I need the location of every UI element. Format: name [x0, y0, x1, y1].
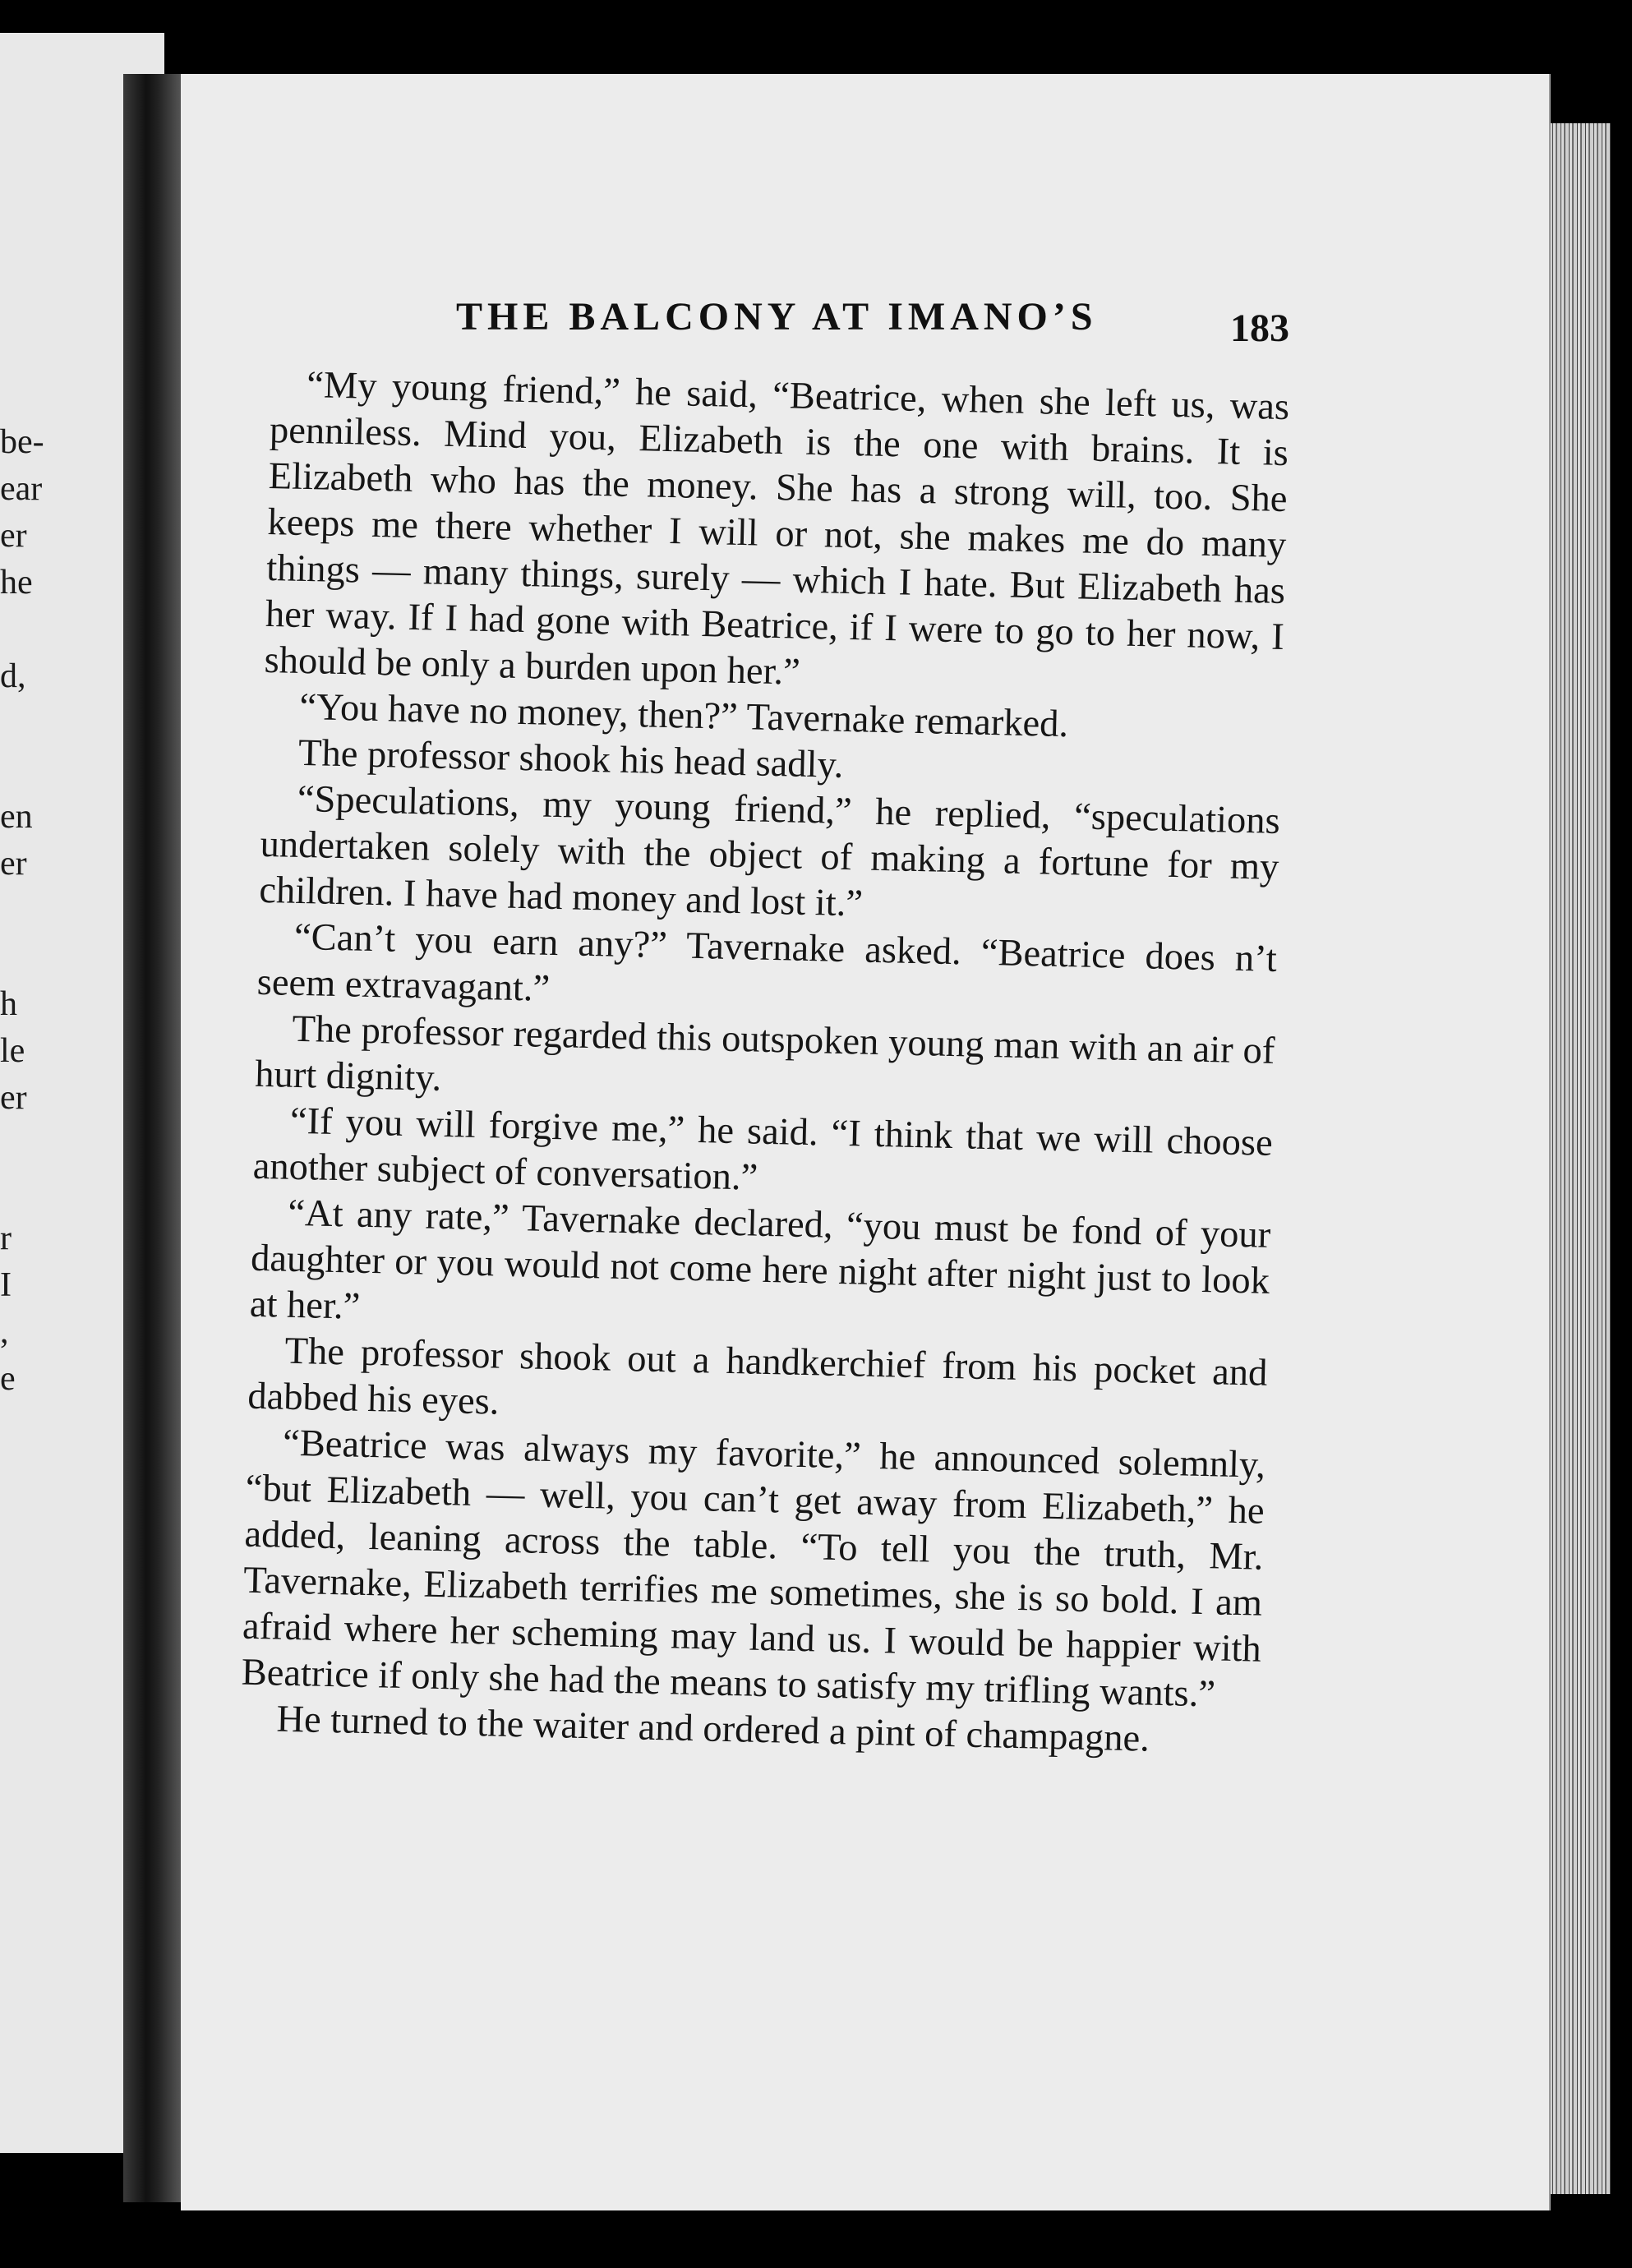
paragraph: “If you will forgive me,” he said. “I think that we will choose another subject of conversation.”	[252, 1099, 1274, 1199]
paragraph: He turned to the waiter and ordered a pint of champagne.	[275, 1698, 1150, 1760]
paragraph: The professor shook out a handkerchief from his pocket and dabbed his eyes.	[247, 1330, 1268, 1423]
paragraph: The professor shook his head sadly.	[297, 731, 844, 786]
body-text	[240, 362, 1290, 1765]
paragraph: “Can’t you earn any?” Tavernake asked. “Beatrice does n’t seem extravagant.”	[256, 915, 1278, 1010]
paragraph: “Speculations, my young friend,” he replied, “speculations undertaken solely with the object of making a fortune for my children. I have had money and lost it.”	[258, 777, 1281, 925]
book-gutter	[123, 74, 181, 2202]
paragraph: “My young friend,” he said, “Beatrice, when she left us, was penniless. Mind you, Elizabeth is the one with brains. It is Elizabeth who has the money. She has a strong will, too. She keeps me there whether I will or not, she makes me do many things — many things, surely — which I hate. But Elizabeth has her way. If I had gone with Beatrice, if I were to go to her now, I should be only a burden upon her.”	[264, 363, 1290, 694]
paragraph: “At any rate,” Tavernake declared, “you must be fond of your daughter or you would not come here night after night just to look at her.”	[249, 1192, 1271, 1328]
running-head: THE BALCONY AT IMANO’S	[456, 295, 1098, 339]
paragraph: “Beatrice was always my favorite,” he announced solemnly, “but Elizabeth — well, you can’t get away from Elizabeth,” he added, leaning across the table. “To tell you the truth, Mr. Tavernake, Elizabeth terrifies me sometimes, she is so bold. I am afraid where her scheming may land us. I would be happier with Beatrice if only she had the means to satisfy my trifling wants.”	[241, 1422, 1266, 1716]
left-page-text-fragments: be- ear er he d, en er h le er r I , e	[0, 423, 44, 1398]
paragraph: The professor regarded this outspoken young man with an air of hurt dignity.	[254, 1007, 1275, 1099]
paragraph: “You have no money, then?” Tavernake remarked.	[298, 685, 1069, 746]
page-number: 183	[1230, 307, 1289, 350]
